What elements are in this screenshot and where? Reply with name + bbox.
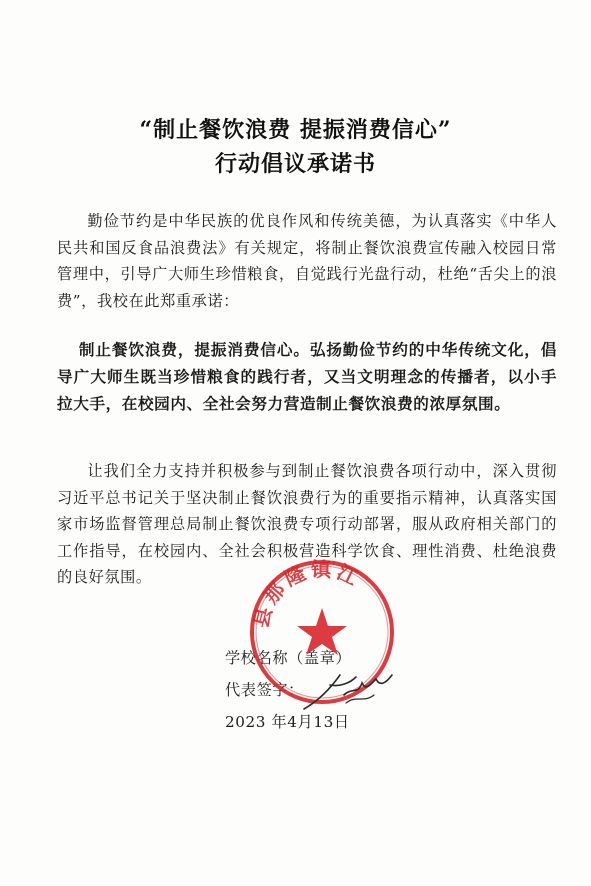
school-name-label: 学校名称（盖章） xyxy=(225,649,352,667)
representative-label: 代表签字： xyxy=(225,681,304,699)
paragraph-intro: 勤俭节约是中华民族的优良作风和传统美德，为认真落实《中华人民共和国反食品浪费法》有关规定，将制止餐饮浪费宣传融入校园日常管理中，引导广大师生珍惜粮食，自觉践行光盘行动，杜绝“舌尖上的浪费”，我校在此郑重承诺： xyxy=(57,212,557,310)
handwritten-signature xyxy=(300,665,395,715)
seal-text: 县那隆镇江 xyxy=(248,558,366,631)
document-title-line2: 行动倡议承诺书 xyxy=(214,151,376,177)
svg-text:县那隆镇江 xyxy=(249,558,366,630)
signing-date: 2023 年4月13日 xyxy=(225,713,350,731)
document-title-line1: “制止餐饮浪费 提振消费信心” xyxy=(139,117,452,143)
paragraph-action: 让我们全力支持并积极参与到制止餐饮浪费各项行动中，深入贯彻习近平总书记关于坚决制止餐饮浪费行为的重要指示精神，认真落实国家市场监督管理总局制止餐饮浪费专项行动部署，服从政府相关部门的工作指导，在校园内、全社会积极营造科学饮食、理性消费、杜绝浪费的良好氛围。 xyxy=(57,462,557,586)
paragraph-commitment: 制止餐饮浪费，提振消费信心。弘扬勤俭节约的中华传统文化，倡导广大师生既当珍惜粮食的践行者，又当文明理念的传播者，以小手拉大手，在校园内、全社会努力营造制止餐饮浪费的浓厚氛围。 xyxy=(57,340,557,413)
